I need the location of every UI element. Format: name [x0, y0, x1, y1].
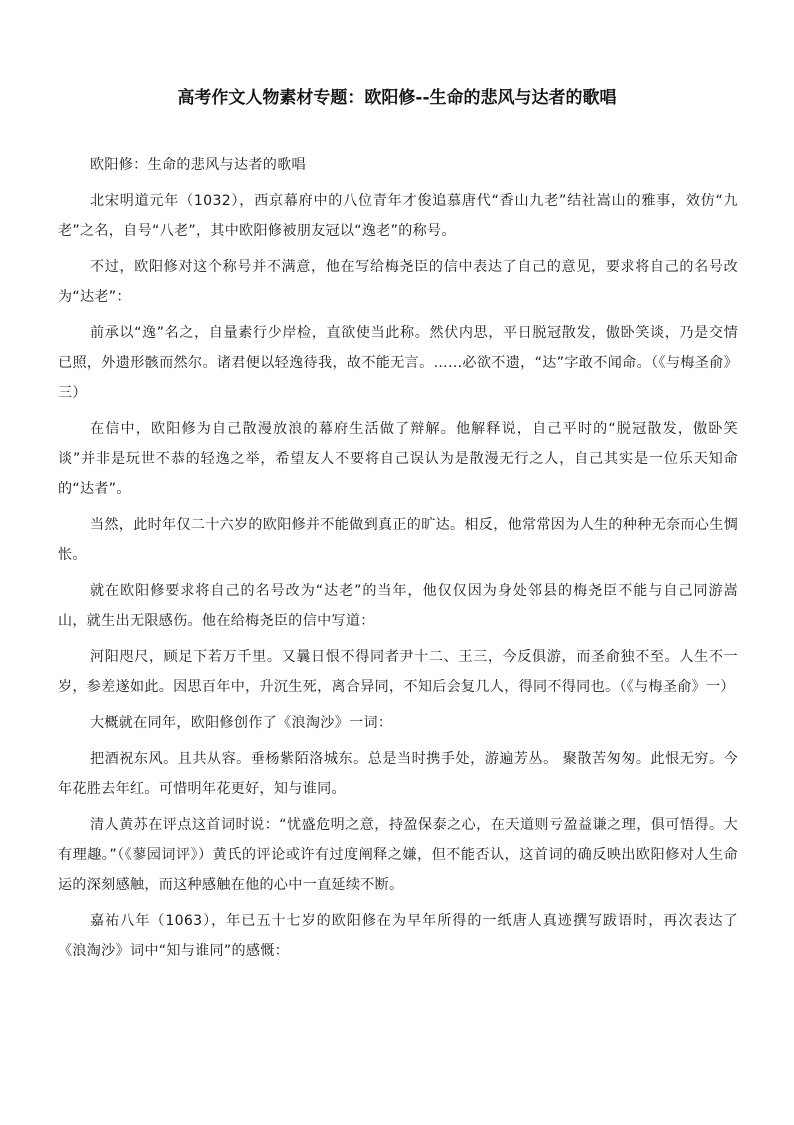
paragraph: 在信中，欧阳修为自己散漫放浪的幕府生活做了辩解。他解释说，自己平时的“脱冠散发，傲卧笑谈”并非是玩世不恭的轻逸之举，希望友人不要将自己误认为是散漫无行之人，自己其实是一位乐天知命的“达者”。 [58, 421, 738, 497]
paragraph: 当然，此时年仅二十六岁的欧阳修并不能做到真正的旷达。相反，他常常因为人生的种种无奈而心生惆怅。 [58, 517, 738, 563]
paragraph: 就在欧阳修要求将自己的名号改为“达老”的当年，他仅仅因为身处邻县的梅尧臣不能与自己同游嵩山，就生出无限感伤。他在给梅尧臣的信中写道： [58, 583, 738, 629]
document-body [58, 150, 738, 972]
paragraph-quote: 河阳咫尺，顾足下若万千里。又曩日恨不得同者尹十二、王三，今反俱游，而圣俞独不至。人生不一岁，参差遂如此。因思百年中，升沉生死，离合异同，不知后会复几人，得同不得同也。（《与梅圣俞》一） [58, 649, 738, 695]
paragraph-subtitle: 欧阳修：生命的悲风与达者的歌唱 [90, 157, 306, 173]
paragraph: 嘉祐八年（1063），年已五十七岁的欧阳修在为早年所得的一纸唐人真迹撰写跋语时，再次表达了《浪淘沙》词中“知与谁同”的感慨： [58, 913, 738, 959]
document-title: 高考作文人物素材专题：欧阳修--生命的悲风与达者的歌唱 [177, 88, 617, 108]
paragraph-poem: 把酒祝东风。且共从容。垂杨紫陌洛城东。总是当时携手处，游遍芳丛。 聚散苦匆匆。此恨无穷。今年花胜去年红。可惜明年花更好，知与谁同。 [58, 751, 738, 797]
paragraph: 北宋明道元年（1032），西京幕府中的八位青年才俊追慕唐代“香山九老”结社嵩山的雅事，效仿“九老”之名，自号“八老”，其中欧阳修被朋友冠以“逸老”的称号。 [58, 193, 738, 239]
paragraph: 不过，欧阳修对这个称号并不满意，他在写给梅尧臣的信中表达了自己的意见，要求将自己的名号改为“达老”： [58, 259, 738, 305]
paragraph: 大概就在同年，欧阳修创作了《浪淘沙》一词： [90, 715, 393, 731]
paragraph: 清人黄苏在评点这首词时说：“忧盛危明之意，持盈保泰之心，在天道则亏盈益谦之理，俱可悟得。大有理趣。”（《蓼园词评》）黄氏的评论或许有过度阐释之嫌，但不能否认，这首词的确反映出欧阳修对人生命运的深刻感触，而这种感触在他的心中一直延续不断。 [58, 817, 738, 893]
paragraph-quote: 前承以“逸”名之，自量素行少岸检，直欲使当此称。然伏内思，平日脱冠散发，傲卧笑谈，乃是交情已照，外遗形骸而然尔。诸君便以轻逸待我，故不能无言。……必欲不遗，“达”字敢不闻命。（《与梅圣俞》三） [58, 325, 738, 401]
